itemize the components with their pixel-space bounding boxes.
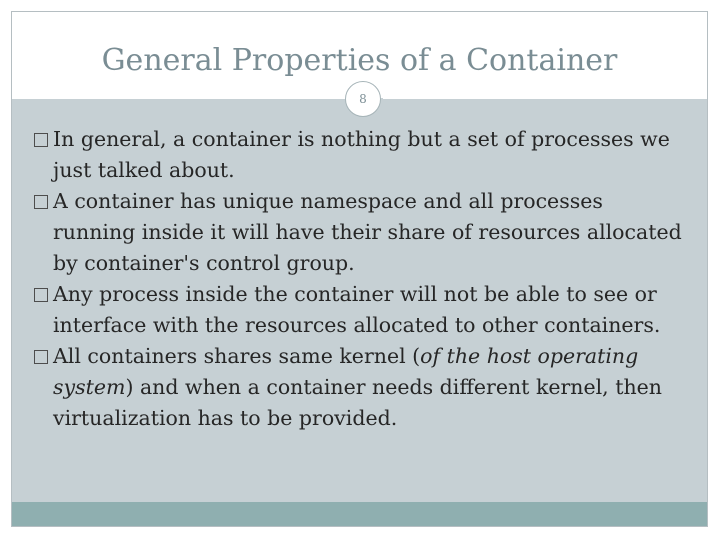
square-bullet-icon — [34, 195, 48, 209]
bullet-text-part: ) and when a container needs different kernel, then virtualization has to be provided. — [53, 375, 662, 430]
footer-band — [12, 502, 707, 526]
bullet-text-part: All containers shares same kernel ( — [53, 344, 421, 368]
square-bullet-icon — [34, 350, 48, 364]
slide-title: General Properties of a Container — [101, 43, 618, 78]
bullet-list — [33, 124, 683, 434]
title-divider-right — [383, 98, 707, 99]
bullet-item — [33, 124, 683, 186]
bullet-item — [33, 279, 683, 341]
bullet-text: A container has unique namespace and all processes running inside it will have their share of resources allocated by container's control group. — [53, 189, 682, 275]
bullet-text: Any process inside the container will not be able to see or interface with the resources allocated to other containers. — [53, 282, 661, 337]
bullet-text: In general, a container is nothing but a set of processes we just talked about. — [53, 127, 670, 182]
bullet-item — [33, 186, 683, 279]
slide-number-badge — [345, 81, 381, 117]
square-bullet-icon — [34, 133, 48, 147]
bullet-text — [53, 341, 683, 434]
bullet-item — [33, 341, 683, 434]
bullet-text-italic: of the host operating system — [53, 344, 639, 399]
title-divider-left — [12, 98, 346, 99]
square-bullet-icon — [34, 288, 48, 302]
slide-number: 8 — [359, 92, 367, 106]
